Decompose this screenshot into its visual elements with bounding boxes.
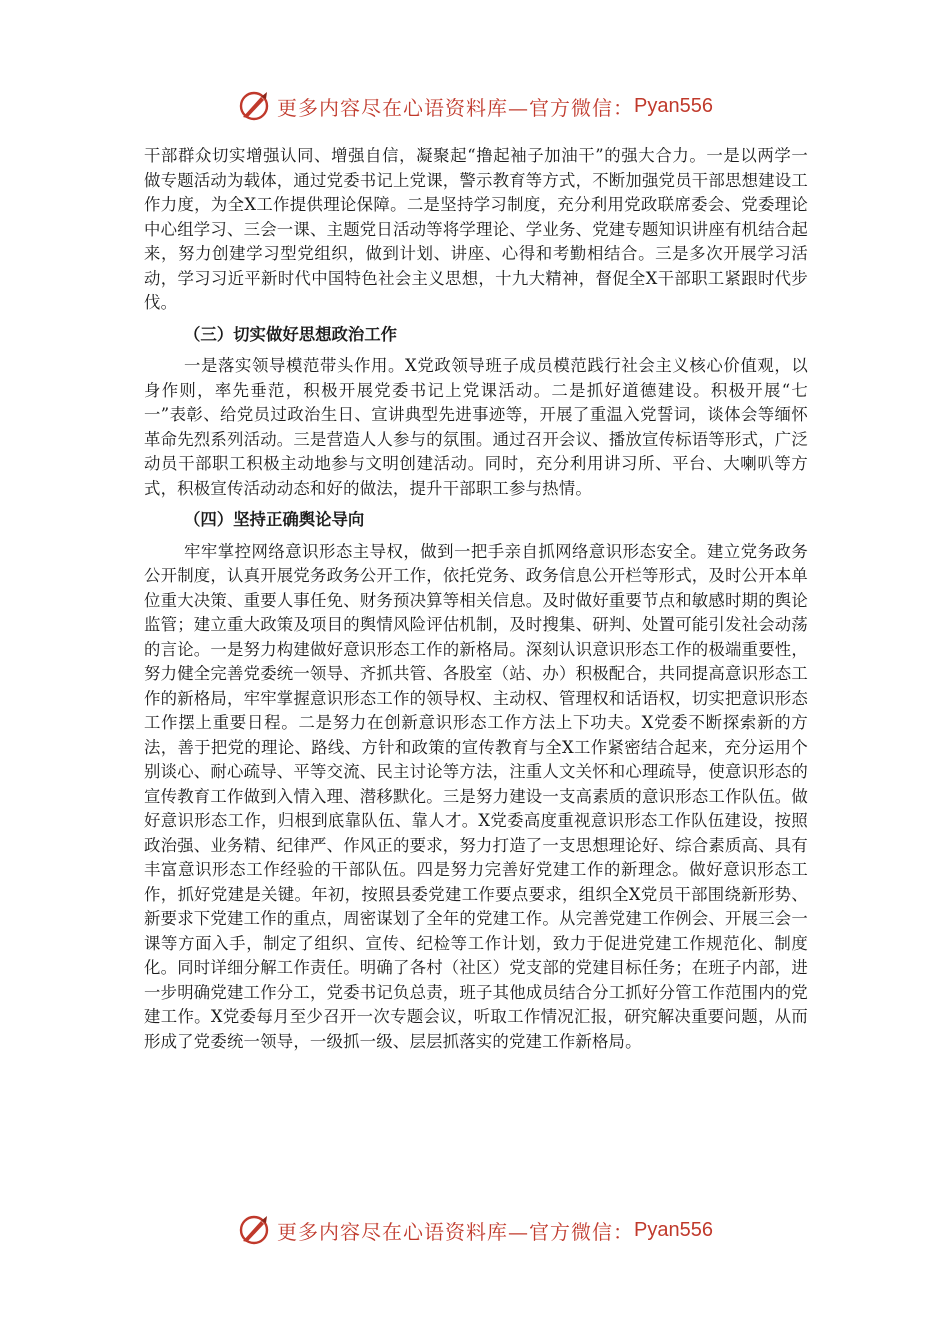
paragraph-public-opinion: 牢牢掌控网络意识形态主导权，做到一把手亲自抓网络意识形态安全。建立党务政务公开制度，认真开展党务政务公开工作，依托党务、政务信息公开栏等形式，及时公开本单位重大决策、重要人事任免、财务预决算等相关信息。及时做好重要节点和敏感时期的舆论监管；建立重大政策及项目的舆情风险评估机制，及时搜集、研判、处置可能引发社会动荡的言论。一是努力构建做好意识形态工作的新格局。深刻认识意识形态工作的极端重要性，努力健全完善党委统一领导、齐抓共管、各股室（站、办）积极配合，共同提高意识形态工作的新格局，牢牢掌握意识形态工作的领导权、主动权、管理权和话语权，切实把意识形态工作摆上重要日程。二是努力在创新意识形态工作方法上下功夫。X党委不断探索新的方法，善于把党的理论、路线、方针和政策的宣传教育与全X工作紧密结合起来，充分运用个别谈心、耐心疏导、平等交流、民主讨论等方法，注重人文关怀和心理疏导，使意识形态的宣传教育工作做到入情入理、潜移默化。三是努力建设一支高素质的意识形态工作队伍。做好意识形态工作，归根到底靠队伍、靠人才。X党委高度重视意识形态工作队伍建设，按照政治强、业务精、纪律严、作风正的要求，努力打造了一支思想理论好、综合素质高、具有丰富意识形态工作经验的干部队伍。四是努力完善好党建工作的新理念。做好意识形态工作，抓好党建是关键。年初，按照县委党建工作要点要求，组织全X党员干部围绕新形势、新要求下党建工作的重点，周密谋划了全年的党建工作。从完善党建工作例会、开展三会一课等方面入手，制定了组织、宣传、纪检等工作计划，致力于促进党建工作规范化、制度化。同时详细分解工作责任。明确了各村（社区）党支部的党建目标任务；在班子内部，进一步明确党建工作分工，党委书记负总责，班子其他成员结合分工抓好分管工作范围内的党建工作。X党委每月至少召开一次专题会议，听取工作情况汇报，研究解决重要问题，从而形成了党委统一领导，一级抓一级、层层抓落实的党建工作新格局。 xyxy=(144,541,808,1051)
header-banner xyxy=(0,86,950,126)
header-banner-text: 更多内容尽在心语资料库—官方微信： xyxy=(277,95,635,120)
footer-banner-text: 更多内容尽在心语资料库—官方微信： xyxy=(277,1219,635,1244)
paragraph-political-work: 一是落实领导模范带头作用。X党政领导班子成员模范践行社会主义核心价值观，以身作则，率先垂范，积极开展党委书记上党课活动。二是抓好道德建设。积极开展“七一”表彰、给党员过政治生日、宣讲典型先进事迹等，开展了重温入党誓词，谈体会等缅怀革命先烈系列活动。三是营造人人参与的氛围。通过召开会议、播放宣传标语等形式，广泛动员干部职工积极主动地参与文明创建活动。同时，充分利用讲习所、平台、大喇叭等方式，积极宣传活动动态和好的做法，提升干部职工参与热情。 xyxy=(144,356,808,498)
quill-logo-icon xyxy=(237,1213,271,1247)
section-heading-3: （三）切实做好思想政治工作 xyxy=(184,324,398,344)
paragraph-continued: 干部群众切实增强认同、增强自信，凝聚起“撸起袖子加油干”的强大合力。一是以两学一做专题活动为载体，通过党委书记上党课，警示教育等方式，不断加强党员干部思想建设工作力度，为全X工作提供理论保障。二是坚持学习制度，充分利用党政联席委会、党委理论中心组学习、三会一课、主题党日活动等将学理论、学业务、党建专题知识讲座有机结合起来，努力创建学习型党组织，做到计划、讲座、心得和考勤相结合。三是多次开展学习活动，学习习近平新时代中国特色社会主义思想，十九大精神，督促全X干部职工紧跟时代步伐。 xyxy=(144,146,808,312)
header-wechat-id: Pyan556 xyxy=(634,94,713,117)
footer-banner xyxy=(0,1210,950,1250)
footer-wechat-id: Pyan556 xyxy=(634,1218,713,1241)
document-body xyxy=(144,144,808,1054)
section-heading-4: （四）坚持正确舆论导向 xyxy=(184,510,365,529)
quill-logo-icon xyxy=(237,89,271,123)
